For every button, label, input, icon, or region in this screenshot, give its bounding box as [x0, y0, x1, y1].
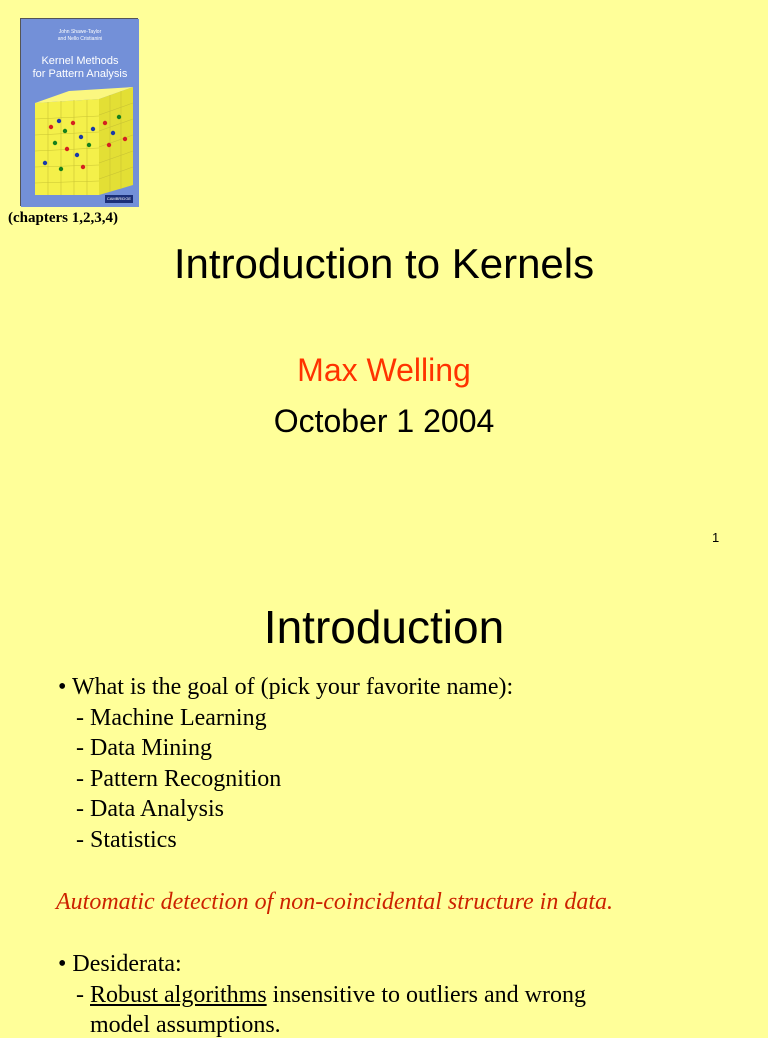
list-item: - Statistics	[76, 827, 177, 853]
book-authors	[21, 29, 139, 42]
goal-question: • What is the goal of (pick your favorite name):	[58, 674, 514, 700]
section-title: Introduction	[263, 601, 505, 653]
emphasis-statement: Automatic detection of non-coincidental structure in data.	[56, 889, 614, 915]
list-item: - Data Mining	[76, 735, 212, 761]
desiderata-item	[76, 983, 586, 1007]
robust-algorithms-term: Robust algorithms	[90, 982, 267, 1008]
book-cover-image	[20, 18, 138, 206]
book-title-line2: for Pattern Analysis	[32, 67, 128, 80]
desiderata-heading: • Desiderata:	[58, 951, 182, 977]
presentation-date: October 1 2004	[273, 403, 495, 439]
desiderata-item-rest: insensitive to outliers and wrong	[266, 982, 586, 1008]
desiderata-item-continuation: model assumptions.	[90, 1012, 281, 1038]
book-title-line1: Kernel Methods	[41, 55, 119, 67]
slide-title: Introduction to Kernels	[173, 240, 595, 287]
page-number: 1	[712, 530, 720, 545]
book-publisher: CAMBRIDGE	[106, 196, 132, 201]
book-title	[21, 55, 139, 80]
author-name: Max Welling	[297, 352, 471, 388]
book-caption: (chapters 1,2,3,4)	[8, 210, 118, 226]
desiderata-item-dash: -	[76, 982, 90, 1008]
list-item: - Data Analysis	[76, 796, 224, 822]
book-authors-line1: John Shawe-Taylor	[58, 29, 102, 35]
list-item: - Machine Learning	[76, 705, 267, 731]
book-authors-line2: and Nello Cristianini	[57, 35, 103, 42]
list-item: - Pattern Recognition	[76, 766, 282, 792]
